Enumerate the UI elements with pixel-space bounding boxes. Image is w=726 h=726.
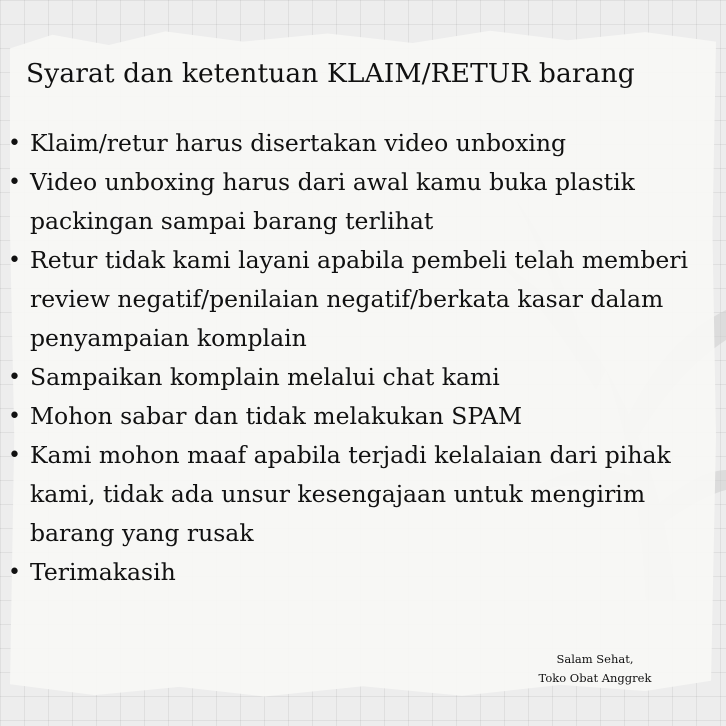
bullet-icon: •	[8, 443, 21, 468]
bullet-icon: •	[8, 365, 21, 390]
term-text: Mohon sabar dan tidak melakukan SPAM	[30, 402, 523, 430]
bullet-icon: •	[8, 131, 21, 156]
term-text: Terimakasih	[30, 558, 176, 586]
list-item	[6, 553, 706, 592]
term-text: kami, tidak ada unsur kesengajaan untuk mengirim	[30, 480, 646, 508]
bullet-icon: •	[8, 560, 21, 585]
list-item	[6, 163, 706, 241]
bullet-icon: •	[8, 404, 21, 429]
term-text: review negatif/penilaian negatif/berkata kasar dalam	[30, 285, 664, 313]
term-text: Sampaikan komplain melalui chat kami	[30, 363, 500, 391]
page-title: Syarat dan ketentuan KLAIM/RETUR barang	[26, 58, 635, 89]
signoff-store-name: Toko Obat Anggrek	[538, 671, 652, 685]
bullet-icon: •	[8, 170, 21, 195]
term-text: barang yang rusak	[30, 519, 254, 547]
signoff-greeting: Salam Sehat,	[556, 652, 634, 666]
term-text: packingan sampai barang terlihat	[30, 207, 434, 235]
list-item	[6, 241, 706, 358]
term-text: Kami mohon maaf apabila terjadi kelalaian dari pihak	[30, 441, 671, 469]
list-item	[6, 397, 706, 436]
signoff	[520, 650, 670, 688]
bullet-icon: •	[8, 248, 21, 273]
term-text: Retur tidak kami layani apabila pembeli telah memberi	[30, 246, 689, 274]
term-text: penyampaian komplain	[30, 324, 307, 352]
term-text: Klaim/retur harus disertakan video unboxing	[30, 129, 567, 157]
list-item	[6, 358, 706, 397]
terms-list	[6, 124, 706, 592]
list-item	[6, 436, 706, 553]
list-item	[6, 124, 706, 163]
term-text: Video unboxing harus dari awal kamu buka plastik	[30, 168, 635, 196]
